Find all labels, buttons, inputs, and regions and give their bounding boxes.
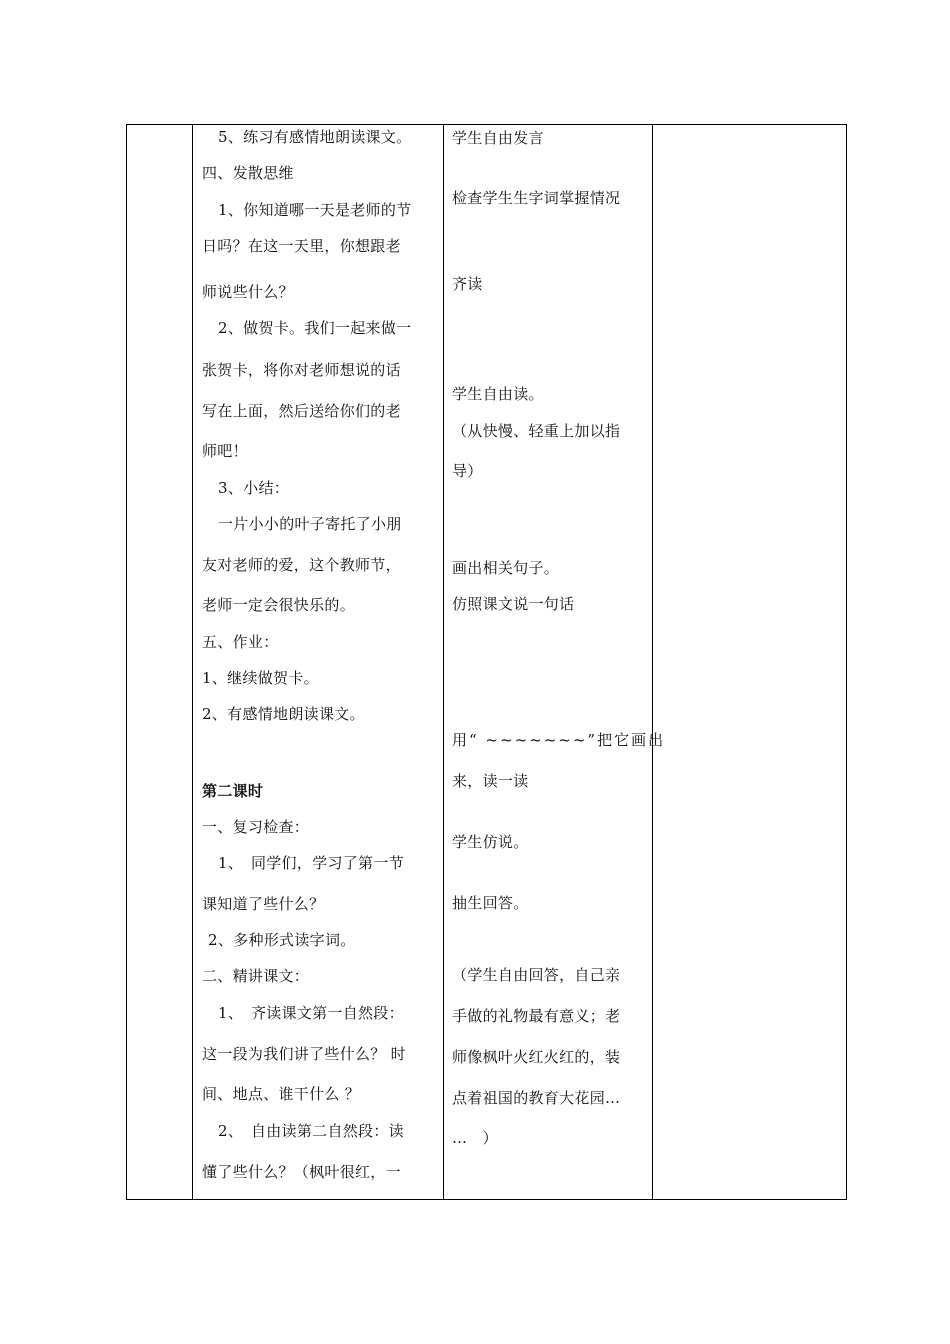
activity-line: 导） [452, 462, 483, 480]
content-line: 师说些什么？ [202, 283, 294, 301]
content-line: 2、 自由读第二自然段：读 [218, 1122, 404, 1140]
content-line: 课知道了些什么？ [202, 895, 325, 913]
activity-line: 学生自由读。 [452, 385, 544, 403]
activity-line: 齐读 [452, 275, 483, 293]
activity-line: 抽生回答。 [452, 894, 529, 912]
content-line: 2、有感情地朗读课文。 [202, 705, 365, 723]
content-line: 一片小小的叶子寄托了小朋 [218, 515, 402, 533]
content-line: 间、地点、谁干什么 ？ [202, 1085, 361, 1103]
section-heading: 四、发散思维 [202, 164, 294, 182]
activity-line: （从快慢、轻重上加以指 [452, 422, 621, 440]
content-line: 1、继续做贺卡。 [202, 669, 319, 687]
activity-line: 画出相关句子。 [452, 559, 560, 577]
activity-line: 点着祖国的教育大花园… [452, 1089, 621, 1107]
content-line: 3、小结： [218, 479, 290, 497]
activity-line: 师像枫叶火红火红的，装 [452, 1048, 621, 1066]
activity-line: （学生自由回答，自己亲 [452, 966, 621, 984]
column-divider-2 [443, 125, 444, 1199]
content-line: 师吧！ [202, 442, 248, 460]
activity-line: 手做的礼物最有意义；老 [452, 1007, 621, 1025]
section-heading: 二、精讲课文： [202, 967, 310, 985]
content-line: 张贺卡，将你对老师想说的话 [202, 361, 401, 379]
content-line: 1、 同学们，学习了第一节 [218, 854, 404, 872]
content-line: 2、多种形式读字词。 [208, 931, 356, 949]
activity-line: 用“ ~~~~~~~”把它画出 [452, 731, 666, 749]
content-line: 老师一定会很快乐的。 [202, 596, 356, 614]
activity-line: 检查学生生字词掌握情况 [452, 189, 621, 207]
section-heading: 一、复习检查： [202, 818, 310, 836]
activity-line: … ） [452, 1129, 498, 1147]
column-divider-3 [652, 125, 653, 1199]
content-line: 5、练习有感情地朗读课文。 [218, 128, 412, 146]
content-line: 2、做贺卡。我们一起来做一 [218, 319, 412, 337]
section-heading: 五、作业： [202, 633, 279, 651]
content-line: 写在上面，然后送给你们的老 [202, 402, 401, 420]
activity-line: 仿照课文说一句话 [452, 595, 575, 613]
content-line: 日吗？在这一天里，你想跟老 [202, 237, 401, 255]
activity-line: 学生仿说。 [452, 833, 529, 851]
content-line: 1、 齐读课文第一自然段： [218, 1004, 404, 1022]
content-line: 友对老师的爱，这个教师节， [202, 556, 401, 574]
lesson-heading: 第二课时 [202, 782, 264, 800]
activity-line: 学生自由发言 [452, 129, 544, 147]
content-line: 懂了些什么？（枫叶很红，一 [202, 1163, 401, 1181]
content-line: 这一段为我们讲了些什么？ 时 [202, 1045, 406, 1063]
activity-line: 来，读一读 [452, 772, 529, 790]
column-divider-1 [192, 125, 193, 1199]
content-line: 1、你知道哪一天是老师的节 [218, 201, 412, 219]
